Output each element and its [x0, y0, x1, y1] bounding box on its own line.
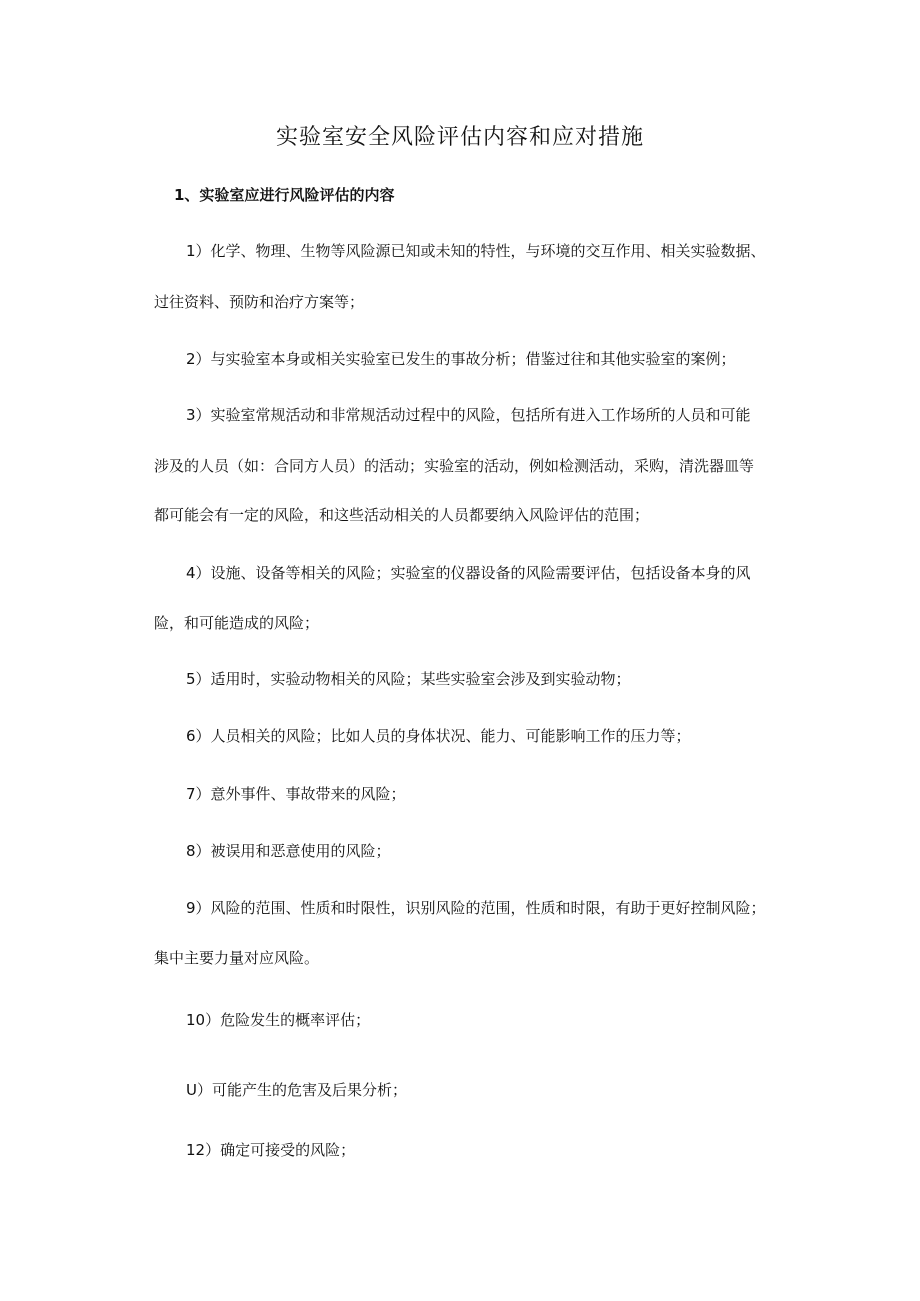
item-2-line-1: 2）与实验室本身或相关实验室已发生的事故分析；借鉴过往和其他实验室的案例； — [186, 350, 736, 368]
item-3-line-1: 3）实验室常规活动和非常规活动过程中的风险，包括所有进入工作场所的人员和可能 — [186, 406, 751, 424]
section-heading: 1、实验室应进行风险评估的内容 — [174, 186, 395, 204]
item-3-line-3: 都可能会有一定的风险，和这些活动相关的人员都要纳入风险评估的范围； — [154, 506, 650, 524]
item-5-line-1: 5）适用时，实验动物相关的风险；某些实验室会涉及到实验动物； — [186, 670, 631, 688]
item-9-line-1: 9）风险的范围、性质和时限性，识别风险的范围，性质和时限，有助于更好控制风险； — [186, 899, 766, 917]
item-8-line-1: 8）被误用和恶意使用的风险； — [186, 842, 391, 860]
item-6-line-1: 6）人员相关的风险；比如人员的身体状况、能力、可能影响工作的压力等； — [186, 727, 691, 745]
item-4-line-2: 险，和可能造成的风险； — [154, 614, 320, 632]
item-3-line-2: 涉及的人员（如：合同方人员）的活动；实验室的活动，例如检测活动，采购，清洗器皿等 — [154, 457, 755, 475]
item-11-line-1: U）可能产生的危害及后果分析； — [186, 1081, 407, 1099]
item-1-line-2: 过往资料、预防和治疗方案等； — [154, 293, 365, 311]
item-9-line-2: 集中主要力量对应风险。 — [154, 949, 320, 967]
item-1-line-1: 1）化学、物理、生物等风险源已知或未知的特性，与环境的交互作用、相关实验数据、 — [186, 242, 766, 260]
page-title: 实验室安全风险评估内容和应对措施 — [275, 125, 644, 150]
item-4-line-1: 4）设施、设备等相关的风险；实验室的仪器设备的风险需要评估，包括设备本身的风 — [186, 564, 751, 582]
item-10-line-1: 10）危险发生的概率评估； — [186, 1011, 371, 1029]
item-7-line-1: 7）意外事件、事故带来的风险； — [186, 785, 406, 803]
item-12-line-1: 12）确定可接受的风险； — [186, 1141, 356, 1159]
